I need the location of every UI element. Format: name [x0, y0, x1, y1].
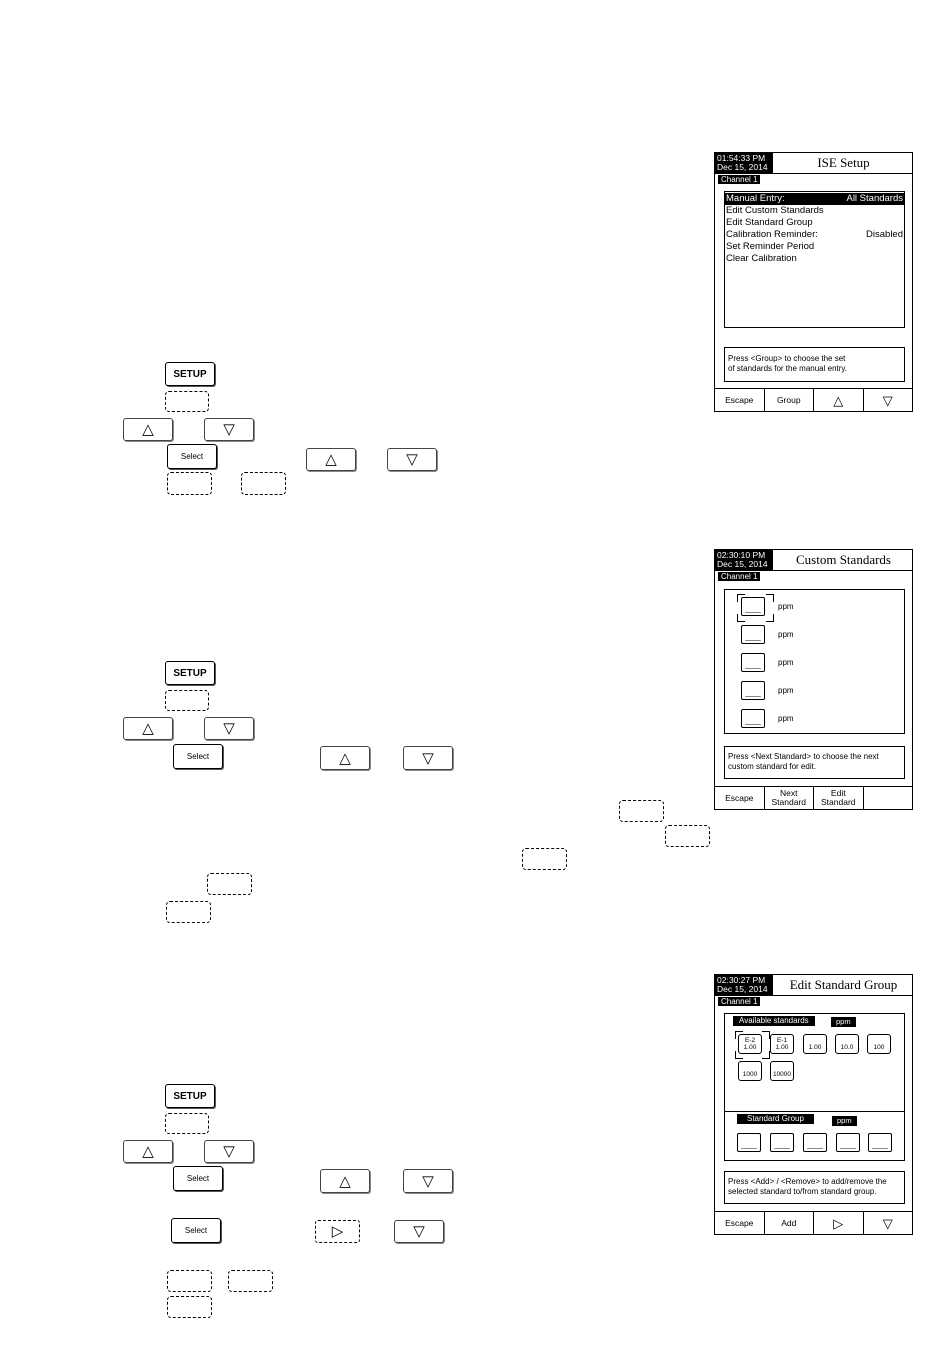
softkey-bar [715, 786, 912, 809]
softkey-up[interactable]: △ [814, 389, 864, 411]
standard-name: E-2 [744, 1037, 756, 1044]
clock-time: 02:30:27 PM [717, 975, 766, 985]
title-divider [715, 995, 912, 996]
available-standard[interactable] [770, 1061, 794, 1081]
menu-item-label: Calibration Reminder: [726, 229, 818, 240]
unit-label: ppm [778, 630, 794, 639]
title-divider [715, 173, 912, 174]
up-arrow-key[interactable]: △ [123, 717, 173, 740]
up-arrow-key[interactable]: △ [306, 448, 356, 471]
available-standards-label: Available standards [733, 1016, 815, 1026]
softkey-label: Edit [830, 788, 846, 798]
softkey-placeholder[interactable] [522, 848, 567, 870]
menu-item-value: All Standards [846, 193, 903, 204]
channel-label: Channel 1 [718, 572, 760, 581]
softkey-placeholder[interactable] [165, 1113, 209, 1134]
clock-date: Dec 15, 2014 [717, 559, 768, 569]
softkey-next-standard[interactable] [765, 787, 815, 809]
selection-bracket [766, 614, 774, 622]
select-key[interactable]: Select [173, 1166, 223, 1191]
softkey-placeholder[interactable] [167, 1270, 212, 1292]
softkey-label: Standard [771, 797, 806, 807]
selection-bracket [762, 1051, 770, 1059]
custom-standard-field[interactable]: ____ [741, 625, 765, 644]
menu-list [724, 191, 905, 328]
clock-date: Dec 15, 2014 [717, 162, 768, 172]
softkey-down[interactable]: ▽ [882, 1215, 893, 1231]
menu-item-label: Set Reminder Period [726, 241, 815, 252]
clock-time: 02:30:10 PM [717, 550, 766, 560]
setup-key[interactable]: SETUP [165, 1084, 215, 1108]
selection-bracket [762, 1031, 770, 1039]
hint-line: selected standard to/from standard group. [728, 1187, 877, 1196]
standard-name: E-1 [776, 1037, 788, 1044]
menu-item-label: Manual Entry: [726, 193, 785, 204]
softkey-placeholder[interactable] [619, 800, 664, 822]
menu-item-label: Edit Standard Group [726, 217, 813, 228]
up-arrow-key[interactable]: △ [123, 418, 173, 441]
clock-time: 01:54:33 PM [717, 153, 766, 163]
clock [715, 153, 773, 173]
clock-date: Dec 15, 2014 [717, 984, 768, 994]
hint-line: custom standard for edit. [728, 762, 817, 771]
softkey-placeholder[interactable] [241, 472, 286, 495]
custom-standard-field[interactable]: ____ [741, 597, 765, 616]
hint-panel [724, 746, 905, 779]
menu-item-edit-custom-standards[interactable] [725, 205, 904, 217]
available-standard[interactable] [738, 1034, 762, 1054]
hint-panel [724, 347, 905, 382]
select-key[interactable]: Select [173, 744, 223, 769]
unit-label: ppm [778, 658, 794, 667]
up-arrow-key[interactable]: △ [123, 1140, 173, 1163]
group-slot[interactable]: ____ [770, 1133, 794, 1152]
custom-standard-field[interactable]: ____ [741, 653, 765, 672]
down-arrow-key[interactable]: ▽ [394, 1220, 444, 1243]
up-arrow-key[interactable]: △ [320, 746, 370, 770]
group-slot[interactable]: ____ [737, 1133, 761, 1152]
panel-divider [725, 1111, 904, 1112]
softkey-placeholder[interactable] [665, 825, 710, 847]
softkey-bar [715, 1211, 912, 1234]
available-standard[interactable] [867, 1034, 891, 1054]
select-key[interactable]: Select [167, 444, 217, 469]
down-arrow-key[interactable]: ▽ [204, 717, 254, 740]
clock [715, 975, 773, 995]
softkey-group[interactable]: Group [765, 389, 815, 411]
setup-key[interactable]: SETUP [165, 362, 215, 386]
menu-item-label: Clear Calibration [726, 253, 797, 264]
softkey-label: Standard [821, 797, 856, 807]
hint-panel [724, 1171, 905, 1204]
softkey-label: Next [780, 788, 798, 798]
group-slot[interactable]: ____ [803, 1133, 827, 1152]
custom-standards-screen [714, 549, 913, 810]
setup-key[interactable]: SETUP [165, 661, 215, 685]
unit-label: ppm [778, 714, 794, 723]
channel-label: Channel 1 [718, 997, 760, 1006]
softkey-edit-standard[interactable] [814, 787, 864, 809]
down-arrow-key[interactable]: ▽ [403, 1169, 453, 1193]
title-divider [715, 570, 912, 571]
standard-group-label: Standard Group [737, 1114, 814, 1124]
standard-value: 10000 [772, 1071, 792, 1078]
menu-item-calibration-reminder[interactable] [725, 229, 904, 241]
clock [715, 550, 773, 570]
standard-value: 1.00 [743, 1044, 757, 1051]
group-slot[interactable]: ____ [836, 1133, 860, 1152]
softkey-placeholder[interactable] [166, 901, 211, 923]
softkey-bar [715, 388, 912, 411]
available-standard[interactable] [770, 1034, 794, 1054]
hint-line: of standards for the manual entry. [728, 364, 848, 373]
custom-standard-field[interactable]: ____ [741, 681, 765, 700]
selection-bracket [766, 594, 774, 602]
screen-title: Edit Standard Group [789, 977, 898, 992]
menu-item-edit-standard-group[interactable] [725, 217, 904, 229]
softkey-escape[interactable]: Escape [715, 787, 765, 809]
unit-label: ppm [778, 686, 794, 695]
standard-value: 1000 [742, 1071, 758, 1078]
down-arrow-key[interactable]: ▽ [403, 746, 453, 770]
hint-line: Press <Next Standard> to choose the next [728, 752, 879, 761]
available-standard[interactable] [835, 1034, 859, 1054]
hint-line: Press <Add> / <Remove> to add/remove the [728, 1177, 887, 1186]
ise-setup-screen [714, 152, 913, 412]
softkey-escape[interactable]: Escape [715, 1212, 765, 1234]
hint-line: Press <Group> to choose the set [728, 354, 846, 363]
custom-standards-list [724, 589, 905, 734]
menu-item-label: Edit Custom Standards [726, 205, 824, 216]
menu-item-manual-entry[interactable] [725, 193, 904, 205]
custom-standard-field[interactable]: ____ [741, 709, 765, 728]
down-arrow-key[interactable]: ▽ [387, 448, 437, 471]
screen-title: Custom Standards [796, 552, 891, 567]
softkey-right[interactable]: ▷ [814, 1212, 864, 1234]
up-arrow-key[interactable]: △ [320, 1169, 370, 1193]
standards-panel [724, 1013, 905, 1161]
screen-title: ISE Setup [817, 155, 870, 170]
softkey-down[interactable]: ▽ [882, 392, 893, 408]
softkey-placeholder[interactable] [167, 472, 212, 495]
menu-item-value: Disabled [866, 229, 903, 240]
menu-item-clear-calibration[interactable] [725, 253, 904, 265]
available-standard[interactable] [738, 1061, 762, 1081]
standard-value: 100 [873, 1044, 885, 1051]
softkey-add[interactable]: Add [765, 1212, 815, 1234]
softkey-placeholder[interactable] [228, 1270, 273, 1292]
down-arrow-key[interactable]: ▽ [204, 1140, 254, 1163]
menu-item-set-reminder-period[interactable] [725, 241, 904, 253]
softkey-placeholder[interactable] [165, 690, 209, 711]
standard-value: 1.00 [808, 1044, 822, 1051]
softkey-blank[interactable] [864, 787, 913, 809]
unit-tag: ppm [832, 1116, 857, 1126]
right-arrow-key[interactable]: ▷ [315, 1220, 360, 1243]
softkey-placeholder[interactable] [167, 1296, 212, 1318]
unit-label: ppm [778, 602, 794, 611]
standard-value: 1.00 [775, 1044, 789, 1051]
down-arrow-key[interactable]: ▽ [204, 418, 254, 441]
softkey-placeholder[interactable] [207, 873, 252, 895]
unit-tag: ppm [831, 1017, 856, 1027]
softkey-placeholder[interactable] [165, 391, 209, 412]
group-slot[interactable]: ____ [868, 1133, 892, 1152]
available-standard[interactable] [803, 1034, 827, 1054]
standard-value: 10.0 [840, 1044, 854, 1051]
edit-standard-group-screen [714, 974, 913, 1235]
softkey-escape[interactable]: Escape [715, 389, 765, 411]
channel-label: Channel 1 [718, 175, 760, 184]
select-key[interactable]: Select [171, 1218, 221, 1243]
